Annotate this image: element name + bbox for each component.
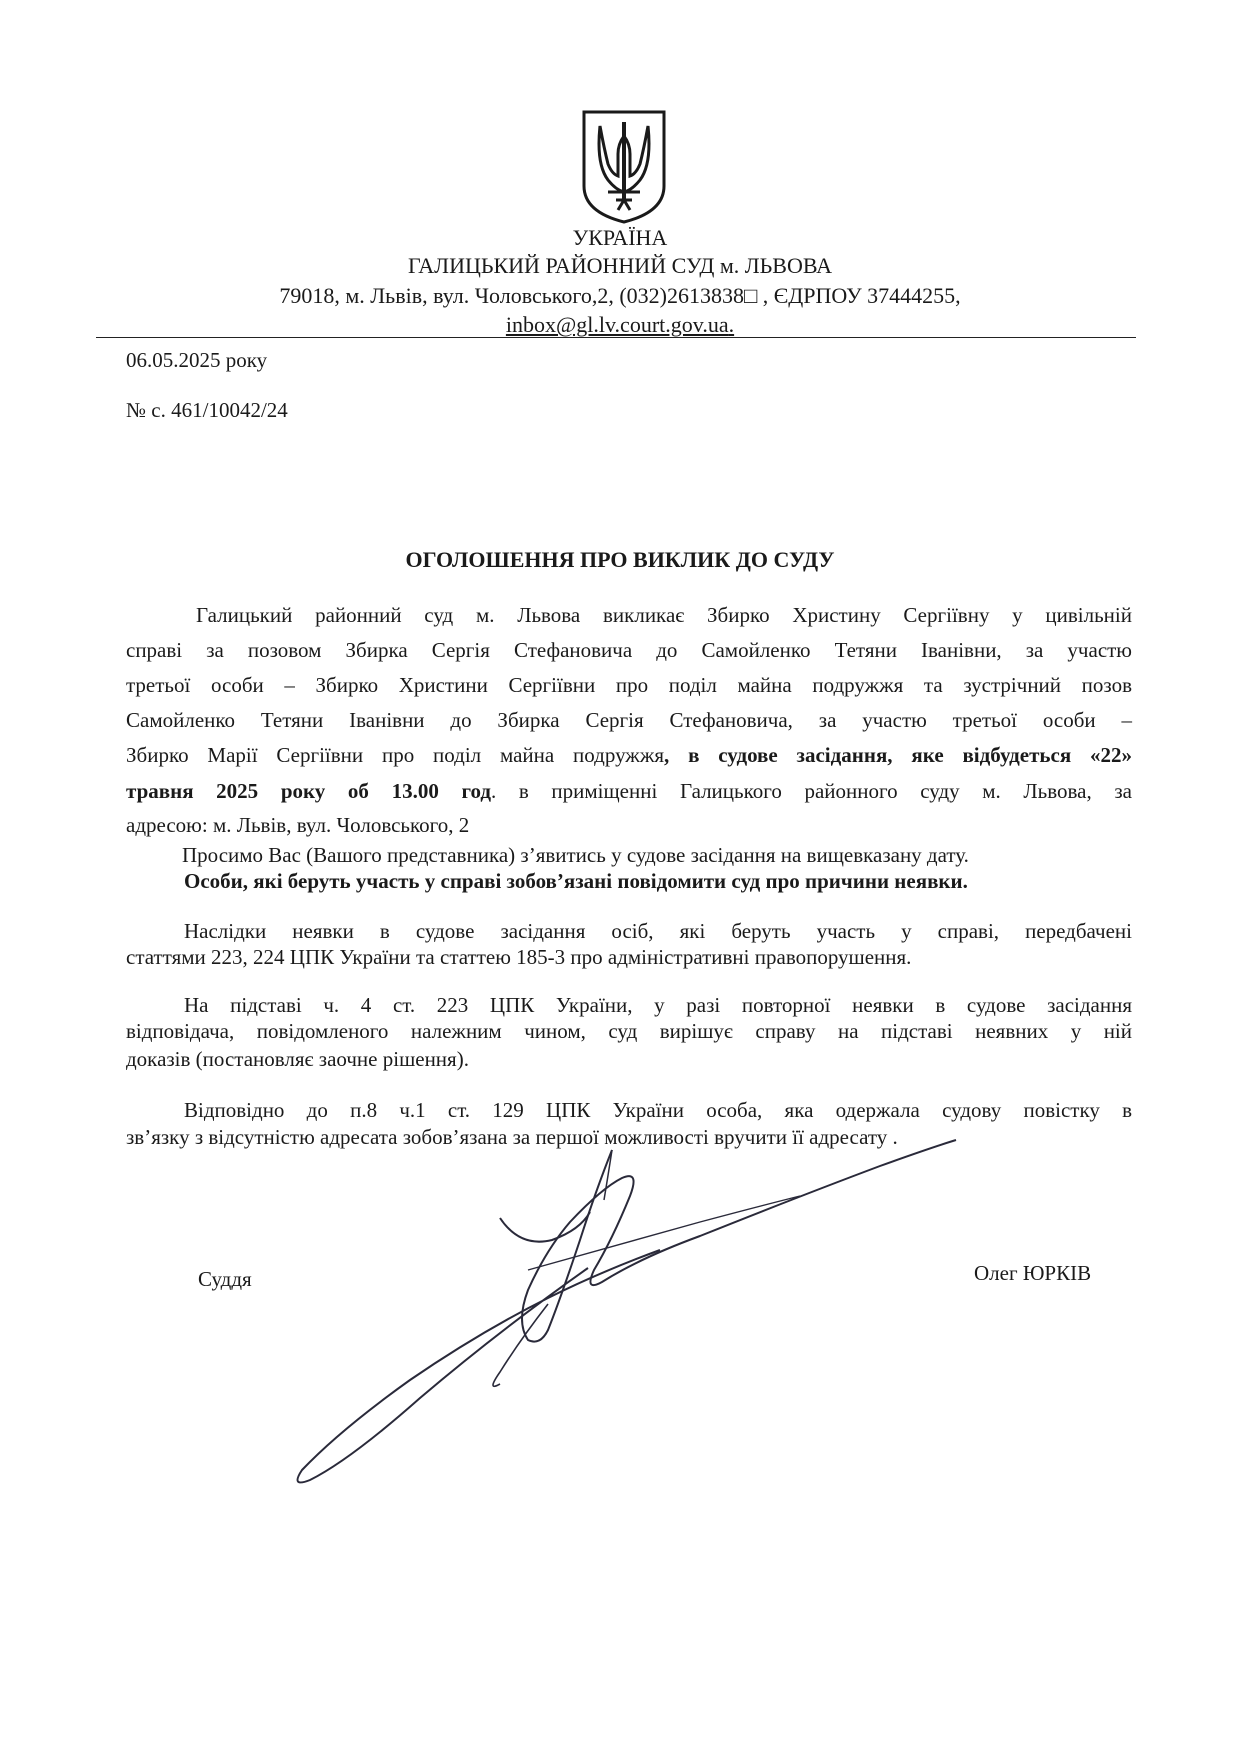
paragraph-1-line-7: адресою: м. Львів, вул. Чоловського, 2 [126,813,470,837]
trident-emblem-icon [578,108,670,226]
document-date: 06.05.2025 року [126,348,268,372]
paragraph-5-line-1: На підставі ч. 4 ст. 223 ЦПК України, у разі повторної неявки в судове засідання [184,993,1132,1017]
court-address: 79018, м. Львів, вул. Чоловського,2, (032)2613838□ , ЄДРПОУ 37444255, [279,283,961,308]
paragraph-4-line-2: статтями 223, 224 ЦПК України та статтею 185-3 про адміністративні правопорушення. [126,945,912,969]
paragraph-1-line-2: справі за позовом Збирка Сергія Стефановича до Самойленко Тетяни Іванівни, за участю [126,638,1132,662]
paragraph-1-line-5 [126,742,1132,768]
paragraph-1-line-6-b: . в приміщенні Галицького районного суду м. Львова, за [490,779,1132,803]
paragraph-4-line-1: Наслідки неявки в судове засідання осіб, які беруть участь у справі, передбачені [184,919,1132,943]
signer-role: Суддя [198,1267,252,1291]
email-suffix: . [728,312,735,337]
paragraph-5-line-3: доказів (постановляє заочне рішення). [126,1047,469,1071]
paragraph-1-line-5-comma: , в судове засідання, яке відбудеться [664,743,1072,767]
paragraph-6-line-1: Відповідно до п.8 ч.1 ст. 129 ЦПК України особа, яка одержала судову повістку в [184,1098,1132,1122]
header-divider [96,337,1136,338]
hearing-day: «22» [1090,743,1133,767]
country-name: УКРАЇНА [572,225,668,250]
paragraph-5-line-2: відповідача, повідомленого належним чином, суд вирішує справу на підставі неявних у ній [126,1019,1132,1043]
court-email-link[interactable]: inbox@gl.lv.court.gov.ua [505,312,729,337]
paragraph-6-line-2: зв’язку з відсутністю адресата зобов’язана за першої можливості вручити її адресату . [126,1125,898,1149]
signer-name: Олег ЮРКІВ [974,1261,1092,1285]
court-name: ГАЛИЦЬКИЙ РАЙОННИЙ СУД м. ЛЬВОВА [407,253,833,278]
paragraph-1-line-6 [126,778,1132,804]
paragraph-1-line-4: Самойленко Тетяни Іванівни до Збирка Сергія Стефановича, за участю третьої особи – [126,708,1132,732]
document-title: ОГОЛОШЕННЯ ПРО ВИКЛИК ДО СУДУ [405,547,835,572]
paragraph-1-line-3: третьої особи – Збирко Христини Сергіївни про поділ майна подружжя та зустрічний позов [126,673,1132,697]
hearing-date-time: травня 2025 року об 13.00 год [126,779,491,803]
paragraph-3-bold: Особи, які беруть участь у справі зобов’язані повідомити суд про причини неявки. [184,869,968,893]
paragraph-1-line-5-a: Збирко Марії Сергіївни про поділ майна подружжя [126,743,664,767]
case-number: № с. 461/10042/24 [126,398,288,422]
paragraph-1-line-1: Галицький районний суд м. Львова викликає Збирко Христину Сергіївну у цивільній [196,603,1132,627]
court-email-line [0,312,1240,338]
paragraph-2: Просимо Вас (Вашого представника) з’явитись у судове засідання на вищевказану дату. [182,843,969,867]
